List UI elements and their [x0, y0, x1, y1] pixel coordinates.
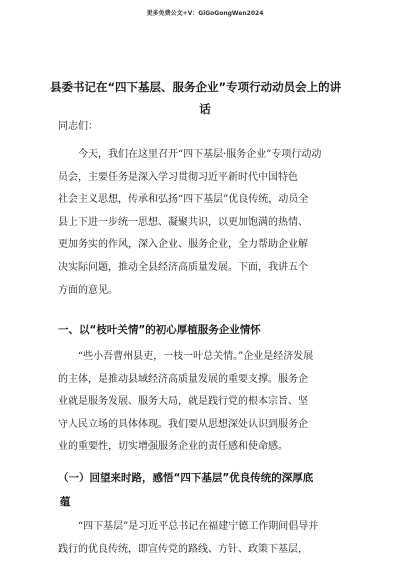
subsection-heading-line-1: （一）回望来时路，感悟“四下基层”优良传统的深厚底 — [58, 472, 314, 484]
text-line: “些小吾曹州县吏，一枝一叶总关情。”企业是经济发展 — [78, 351, 314, 362]
header-note: 更多免费公文+V：GiGoGongWen2024 — [146, 10, 264, 17]
text-line: 的主体，是推动县域经济高质量发展的重要支撑。服务企 — [58, 373, 308, 385]
salutation: 同志们： — [58, 121, 98, 132]
text-line: 践行的优良传统，即宣传党的路线、方针、政策下基层， — [58, 543, 308, 555]
section-heading-1: 一、以“枝叶关情”的初心厚植服务企业情怀 — [58, 324, 261, 336]
title-line-1: 县委书记在“四下基层、服务企业”专项行动动员会上的讲 — [50, 80, 342, 94]
text-line: “四下基层”是习近平总书记在福建宁德工作期间倡导并 — [78, 521, 319, 532]
subsection-heading-1 — [58, 466, 358, 514]
salutation-block — [58, 116, 358, 139]
text-line: 更加务实的作风，深入企业、服务企业，全力帮助企业解 — [58, 239, 308, 251]
document-title — [50, 76, 360, 120]
text-line: 县上下进一步统一思想、凝聚共识，以更加饱满的热情、 — [58, 216, 308, 228]
text-line: 社会主义思想，传承和弘扬“四下基层”优良传统，动员全 — [58, 194, 309, 206]
subsection-heading-line-2: 蕴 — [60, 496, 71, 508]
text-line: 业的重要性，切实增强服务企业的责任感和使命感。 — [58, 441, 288, 453]
text-line: 决实际问题，推动全县经济高质量发展。下面，我讲五个 — [58, 261, 308, 273]
text-line: 今天，我们在这里召开“四下基层·服务企业”专项行动动 — [78, 149, 322, 160]
paragraph-section-1 — [58, 346, 358, 459]
paragraph-section-1-1 — [58, 516, 358, 561]
text-line: 员会，主要任务是深入学习贯彻习近平新时代中国特色 — [58, 171, 298, 183]
paragraph-intro — [58, 144, 358, 302]
text-line: 业就是服务发展、服务大局，就是践行党的根本宗旨、坚 — [58, 396, 308, 408]
title-line-2: 话 — [199, 102, 211, 116]
text-line: 方面的意见。 — [58, 284, 118, 296]
text-line: 守人民立场的具体体现。我们要从思想深处认识到服务企 — [58, 418, 308, 430]
